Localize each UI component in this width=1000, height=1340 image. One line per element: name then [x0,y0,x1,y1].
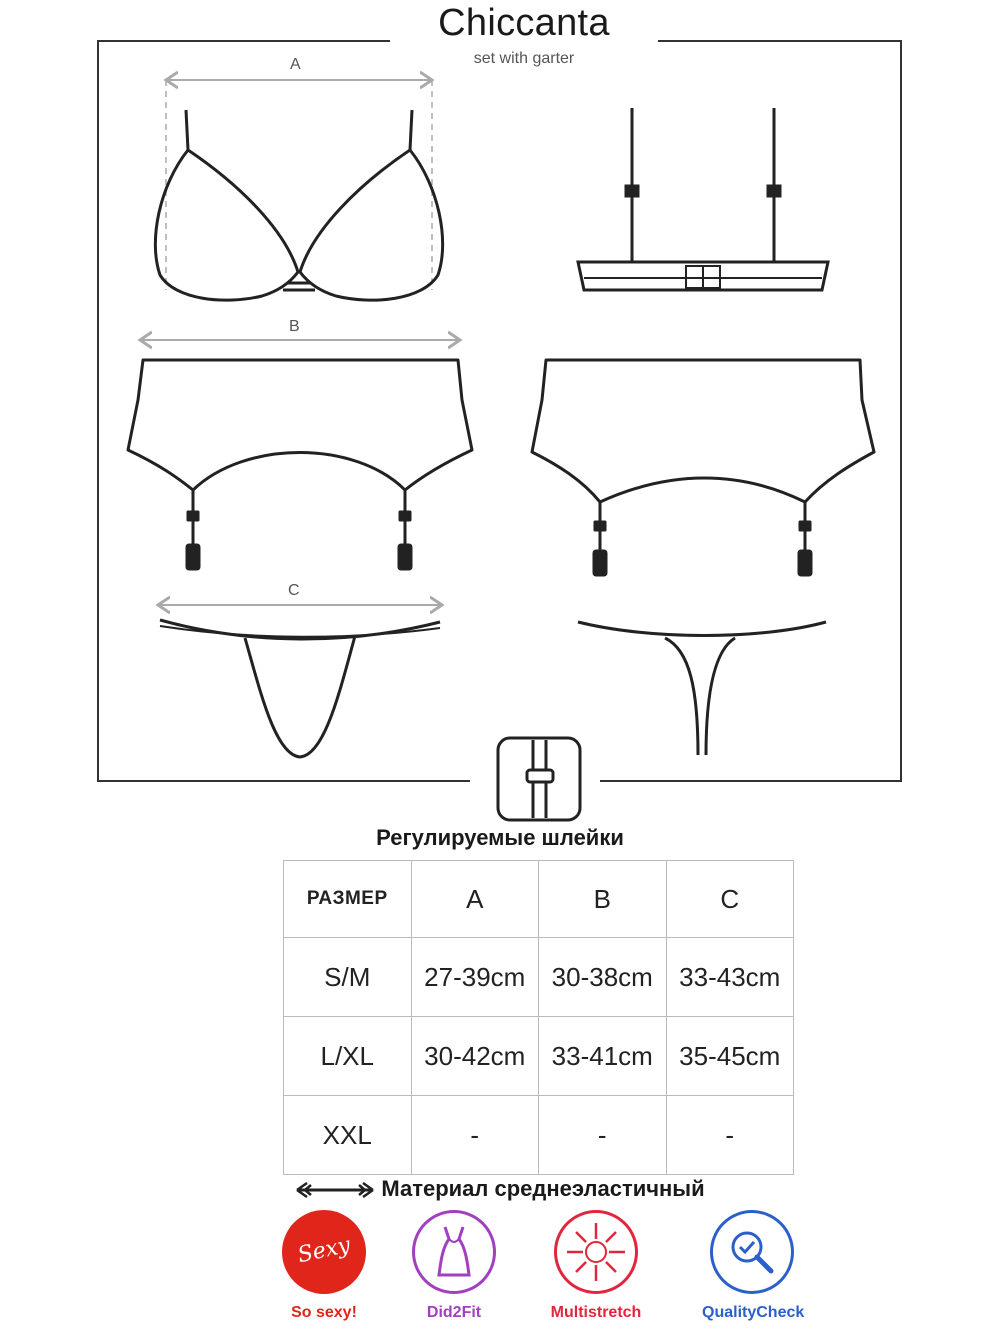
sexy-icon [282,1210,366,1294]
badge-label: QualityCheck [702,1304,805,1321]
badge-qualitycheck [702,1210,805,1322]
value-cell: 27-39cm [411,938,539,1017]
value-cell: 33-41cm [539,1017,667,1096]
size-cell: L/XL [284,1017,412,1096]
badge-so-sexy [274,1210,374,1322]
magnifier-check-icon [710,1210,794,1294]
header-size: РАЗМЕР [284,861,412,938]
thong-back-drawing [578,622,826,755]
value-cell: - [411,1096,539,1175]
header-c: C [666,861,794,938]
header-a: A [411,861,539,938]
multistretch-icon [554,1210,638,1294]
value-cell: - [539,1096,667,1175]
badge-multistretch [546,1210,646,1322]
garter-belt-front-drawing [128,360,472,569]
badge-did2fit [404,1210,504,1322]
size-table-header-row [284,861,794,938]
product-title: Chiccanta [438,2,610,44]
double-arrow-icon [295,1182,375,1198]
badge-label: Multistretch [550,1304,642,1321]
size-table [283,860,794,1175]
value-cell: - [666,1096,794,1175]
adjustable-straps-caption: Регулируемые шлейки [376,825,624,850]
size-cell: S/M [284,938,412,1017]
material-text: Материал среднеэластичный [381,1176,705,1201]
dress-icon [412,1210,496,1294]
garter-belt-back-drawing [532,360,874,575]
sexy-icon-text: Sexy [295,1232,353,1269]
material-row [0,1176,1000,1202]
dimension-a-label: A [290,56,301,73]
table-row [284,1017,794,1096]
header-b: B [539,861,667,938]
size-cell: XXL [284,1096,412,1175]
dimension-a [166,80,432,290]
value-cell: 30-38cm [539,938,667,1017]
table-row [284,938,794,1017]
bra-front-drawing [155,110,442,300]
value-cell: 33-43cm [666,938,794,1017]
badge-label: Did2Fit [426,1304,482,1321]
value-cell: 35-45cm [666,1017,794,1096]
product-subtitle: set with garter [473,50,575,67]
thong-front-drawing [160,620,440,757]
dimension-c-label: C [288,582,300,599]
table-row [284,1096,794,1175]
adjustable-strap-icon [498,738,580,820]
dimension-b-label: B [289,318,300,335]
bra-back-drawing [578,108,828,290]
value-cell: 30-42cm [411,1017,539,1096]
badge-label: So sexy! [291,1304,357,1321]
